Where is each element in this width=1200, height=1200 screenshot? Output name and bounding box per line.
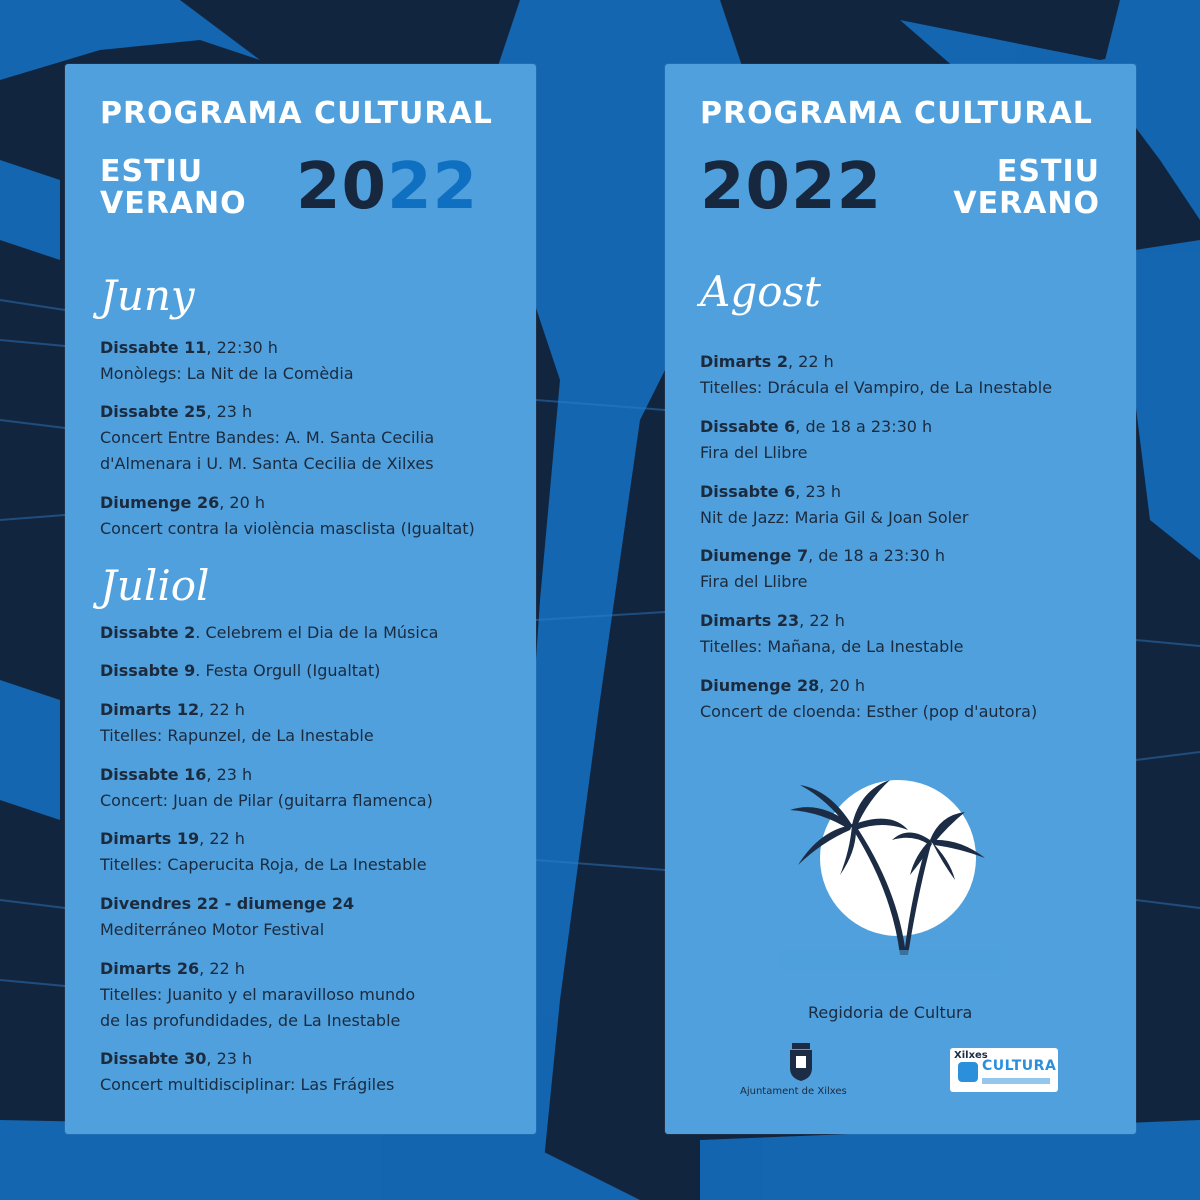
event-item [100, 826, 427, 878]
month-heading-juliol: Juliol [100, 561, 210, 610]
right-season-estiu: ESTIU [996, 154, 1100, 189]
event-time: , 23 h [206, 765, 253, 784]
event-item [700, 543, 945, 595]
cultura-mark-icon [958, 1062, 978, 1082]
event-day: Dissabte 30 [100, 1049, 207, 1068]
event-day: Dimarts 26 [100, 959, 200, 978]
event-day: Dimarts 19 [100, 829, 200, 848]
event-item [700, 349, 1052, 401]
event-time: , 22 h [199, 959, 245, 978]
event-day: Dimarts 12 [100, 700, 200, 719]
event-desc: Monòlegs: La Nit de la Comèdia [100, 364, 354, 383]
event-item [100, 697, 374, 749]
event-time: , 22 h [199, 700, 245, 719]
right-program-title: PROGRAMA CULTURAL [700, 96, 1093, 131]
left-program-title: PROGRAMA CULTURAL [100, 96, 493, 131]
left-season-estiu: ESTIU [100, 154, 204, 189]
month-heading-agost: Agost [700, 267, 821, 316]
cultura-logo-brand: Xilxes [954, 1050, 988, 1061]
coat-of-arms-icon [786, 1040, 816, 1082]
event-day: Diumenge 28 [700, 676, 820, 695]
event-item [100, 658, 380, 684]
event-time: , 22 h [799, 611, 845, 630]
event-time: , 22 h [788, 352, 834, 371]
event-time: , de 18 a 23:30 h [808, 546, 946, 565]
event-item [100, 762, 433, 814]
event-desc: Titelles: Drácula el Vampiro, de La Inestable [700, 378, 1053, 397]
event-item [700, 608, 964, 660]
event-desc: Concert de cloenda: Esther (pop d'autora) [700, 702, 1038, 721]
event-day: Dissabte 2 [100, 623, 196, 642]
event-day: Dissabte 9 [100, 661, 196, 680]
right-season-verano: VERANO [953, 186, 1100, 221]
event-time: , 22:30 h [206, 338, 278, 357]
event-desc-2: de las profundidades, de La Inestable [100, 1011, 401, 1030]
event-item [700, 414, 932, 466]
event-day: Dissabte 11 [100, 338, 207, 357]
left-season-words [100, 156, 247, 220]
event-desc-2: d'Almenara i U. M. Santa Cecilia de Xilxes [100, 454, 434, 473]
event-time: , 23 h [206, 1049, 253, 1068]
event-day: Dimarts 2 [700, 352, 788, 371]
left-year-part-b: 22 [387, 150, 479, 224]
event-item [100, 1046, 394, 1098]
right-season-words [935, 156, 1100, 220]
event-time: . Celebrem el Dia de la Música [195, 623, 439, 642]
event-item [100, 335, 354, 387]
left-season-verano: VERANO [100, 186, 247, 221]
event-item [100, 490, 475, 542]
left-year-part-a: 20 [296, 150, 388, 224]
event-desc: Titelles: Rapunzel, de La Inestable [100, 726, 374, 745]
event-desc: Titelles: Juanito y el maravilloso mundo [100, 985, 416, 1004]
event-time: , 22 h [199, 829, 245, 848]
left-year [296, 150, 479, 224]
right-year-part-a: 20 [700, 150, 792, 224]
event-item [100, 956, 415, 1034]
event-desc: Nit de Jazz: Maria Gil & Joan Soler [700, 508, 969, 527]
cultura-logo-word: CULTURA [982, 1058, 1057, 1074]
cultura-strip-icon [982, 1078, 1050, 1084]
event-day: Dimarts 23 [700, 611, 800, 630]
right-year [700, 150, 883, 224]
event-item [100, 891, 354, 943]
month-heading-juny: Juny [100, 271, 195, 320]
event-desc: Fira del Llibre [700, 443, 808, 462]
event-time: , de 18 a 23:30 h [795, 417, 933, 436]
event-desc: Titelles: Caperucita Roja, de La Inestable [100, 855, 427, 874]
event-desc: Concert: Juan de Pilar (guitarra flamenca) [100, 791, 433, 810]
event-time: , 20 h [219, 493, 265, 512]
event-day: Dissabte 25 [100, 402, 207, 421]
event-desc: Concert contra la violència masclista (Igualtat) [100, 519, 475, 538]
event-day: Dissabte 16 [100, 765, 207, 784]
event-desc: Titelles: Mañana, de La Inestable [700, 637, 964, 656]
ajuntament-logo-text: Ajuntament de Xilxes [740, 1086, 847, 1097]
event-desc: Concert Entre Bandes: A. M. Santa Cecilia [100, 428, 435, 447]
regidoria-label: Regidoria de Cultura [808, 1003, 973, 1022]
event-time: , 23 h [795, 482, 842, 501]
event-item [700, 673, 1037, 725]
event-desc: Fira del Llibre [700, 572, 808, 591]
event-item [100, 399, 434, 477]
event-day: Dissabte 6 [700, 417, 796, 436]
event-desc: Mediterráneo Motor Festival [100, 920, 325, 939]
event-time: . Festa Orgull (Igualtat) [195, 661, 381, 680]
right-program-panel [665, 64, 1136, 1134]
event-desc: Concert multidisciplinar: Las Frágiles [100, 1075, 395, 1094]
event-day: Divendres 22 - diumenge 24 [100, 894, 355, 913]
event-item [700, 479, 968, 531]
event-day: Dissabte 6 [700, 482, 796, 501]
right-year-part-b: 22 [791, 150, 883, 224]
event-time: , 20 h [819, 676, 865, 695]
cultura-logo [950, 1048, 1058, 1092]
event-item [100, 620, 438, 646]
event-day: Diumenge 7 [700, 546, 809, 565]
event-day: Diumenge 26 [100, 493, 220, 512]
palm-moon-icon [780, 770, 1000, 970]
event-time: , 23 h [206, 402, 253, 421]
